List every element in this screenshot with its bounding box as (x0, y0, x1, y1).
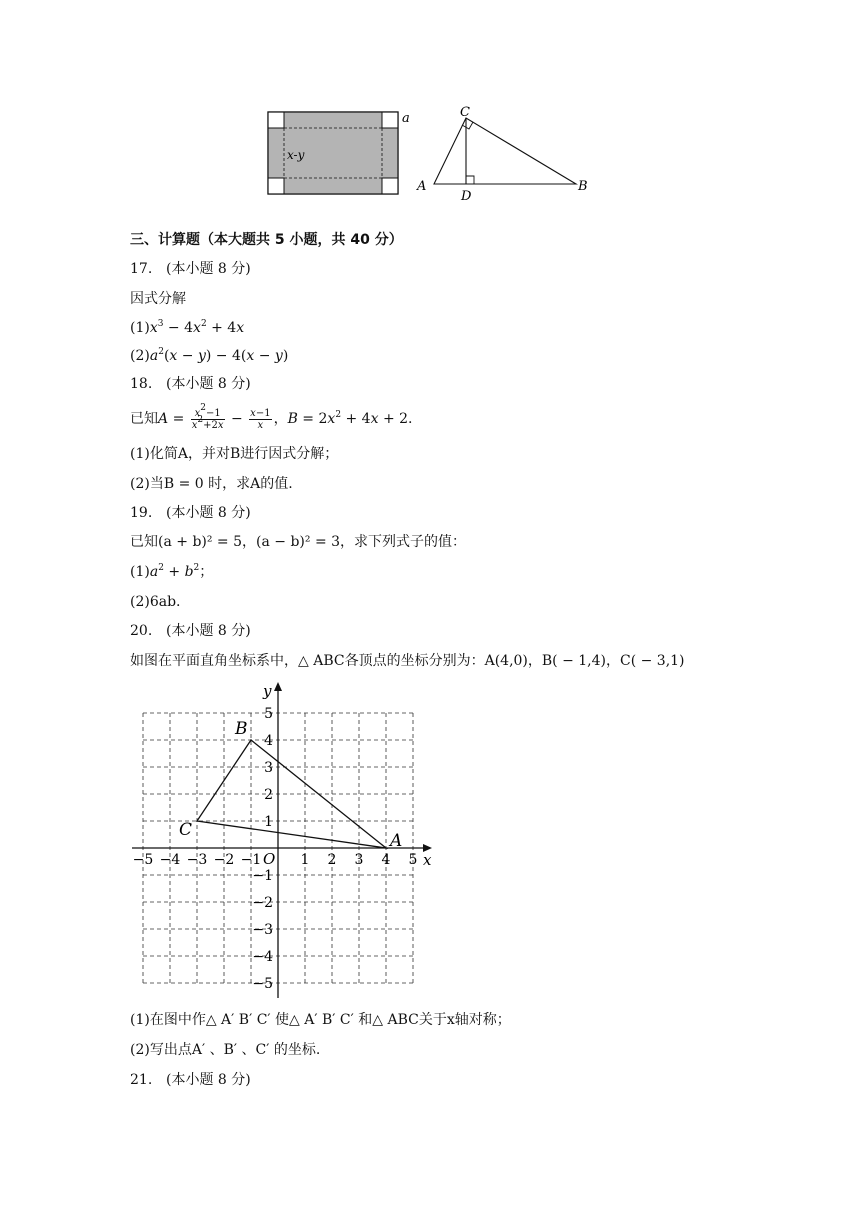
q20-number: 20. (130, 623, 153, 639)
q18-number: 18. (130, 376, 153, 392)
q20-part1: (1)在图中作△ A′ B′ C′ 使△ A′ B′ C′ 和△ ABC关于x轴对称； (130, 1012, 511, 1028)
x-tick-label: −3 (186, 852, 208, 868)
x-tick-label: −4 (159, 852, 181, 868)
x-tick-label: 3 (354, 852, 364, 868)
y-tick-label: −1 (252, 868, 273, 884)
x-tick-label: 1 (300, 852, 310, 868)
y-tick-label: −2 (252, 895, 273, 911)
y-tick-label: 4 (264, 733, 273, 749)
y-tick-label: 1 (264, 814, 273, 830)
label-x-y: x-y (287, 148, 305, 162)
q18-given: 已知A = $\frac{x^2-1}{x^2+2x}$ − $\frac{x-1}{x}$ ，$B = 2x^2 + 4x + 2$. (130, 402, 413, 431)
point-label-B: B (235, 719, 248, 739)
point-label-A: A (390, 831, 403, 851)
y-axis-label: y (263, 682, 272, 700)
geometry-figures (262, 104, 602, 202)
section-heading: 三、计算题（本大题共 5 小题，共 40 分） (130, 232, 403, 248)
label-A: A (417, 179, 427, 194)
label-C: C (460, 105, 470, 120)
x-tick-label: 2 (327, 852, 337, 868)
point-label-C: C (179, 820, 193, 840)
label-D: D (461, 189, 472, 202)
q17-prompt: 因式分解 (130, 291, 186, 307)
q20-part2: (2)写出点A′ 、B′ 、C′ 的坐标. (130, 1042, 321, 1058)
q19-given: 已知(a + b)² = 5，(a − b)² = 3，求下列式子的值： (130, 534, 467, 550)
y-tick-label: 3 (264, 760, 273, 776)
q18-part1: (1)化简A，并对B进行因式分解； (130, 446, 339, 462)
y-axis-arrow (274, 682, 282, 691)
y-tick-label: −4 (252, 949, 273, 965)
coordinate-grid (128, 680, 440, 1002)
x-axis-label: x (423, 851, 432, 869)
x-tick-label: −5 (132, 852, 154, 868)
q19-number: 19. (130, 505, 153, 521)
q18-header (130, 374, 251, 394)
q17-points: (本小题 8 分) (166, 261, 251, 277)
q18-points: (本小题 8 分) (166, 376, 251, 392)
q19-part1: $(1)a^2 + b^2$； (130, 563, 214, 580)
q20-header (130, 621, 251, 641)
q21-number: 21. (130, 1072, 153, 1088)
y-tick-label: 5 (264, 706, 273, 722)
q19-header (130, 503, 251, 523)
q17-part2: $(2)a^2(x - y) - 4(x - y)$ (130, 347, 289, 364)
q20-points: (本小题 8 分) (166, 623, 251, 639)
q21-points: (本小题 8 分) (166, 1072, 251, 1088)
x-tick-label: 4 (381, 852, 391, 868)
y-tick-label: −3 (252, 922, 273, 938)
q17-header (130, 259, 251, 279)
x-tick-label: −1 (240, 852, 262, 868)
x-tick-label: 5 (408, 852, 418, 868)
q17-number: 17. (130, 261, 153, 277)
triangle-figure (416, 105, 588, 202)
origin-label: O (263, 850, 276, 868)
x-tick-label: −2 (213, 852, 235, 868)
q19-points: (本小题 8 分) (166, 505, 251, 521)
q18-part2: (2)当B = 0 时，求A的值. (130, 476, 293, 492)
q19-part2: (2)6ab. (130, 594, 181, 610)
rectangle-figure (268, 111, 410, 194)
y-tick-label: −5 (252, 976, 273, 992)
label-a: a (402, 111, 410, 126)
q21-header (130, 1070, 251, 1090)
label-B: B (578, 179, 588, 194)
q17-part1: $(1)x^3 - 4x^2 + 4x$ (130, 319, 245, 336)
q20-given: 如图在平面直角坐标系中，△ ABC各顶点的坐标分别为：A(4,0)，B( − 1,4)，C( − 3,1) (130, 653, 685, 669)
y-tick-label: 2 (264, 787, 273, 803)
